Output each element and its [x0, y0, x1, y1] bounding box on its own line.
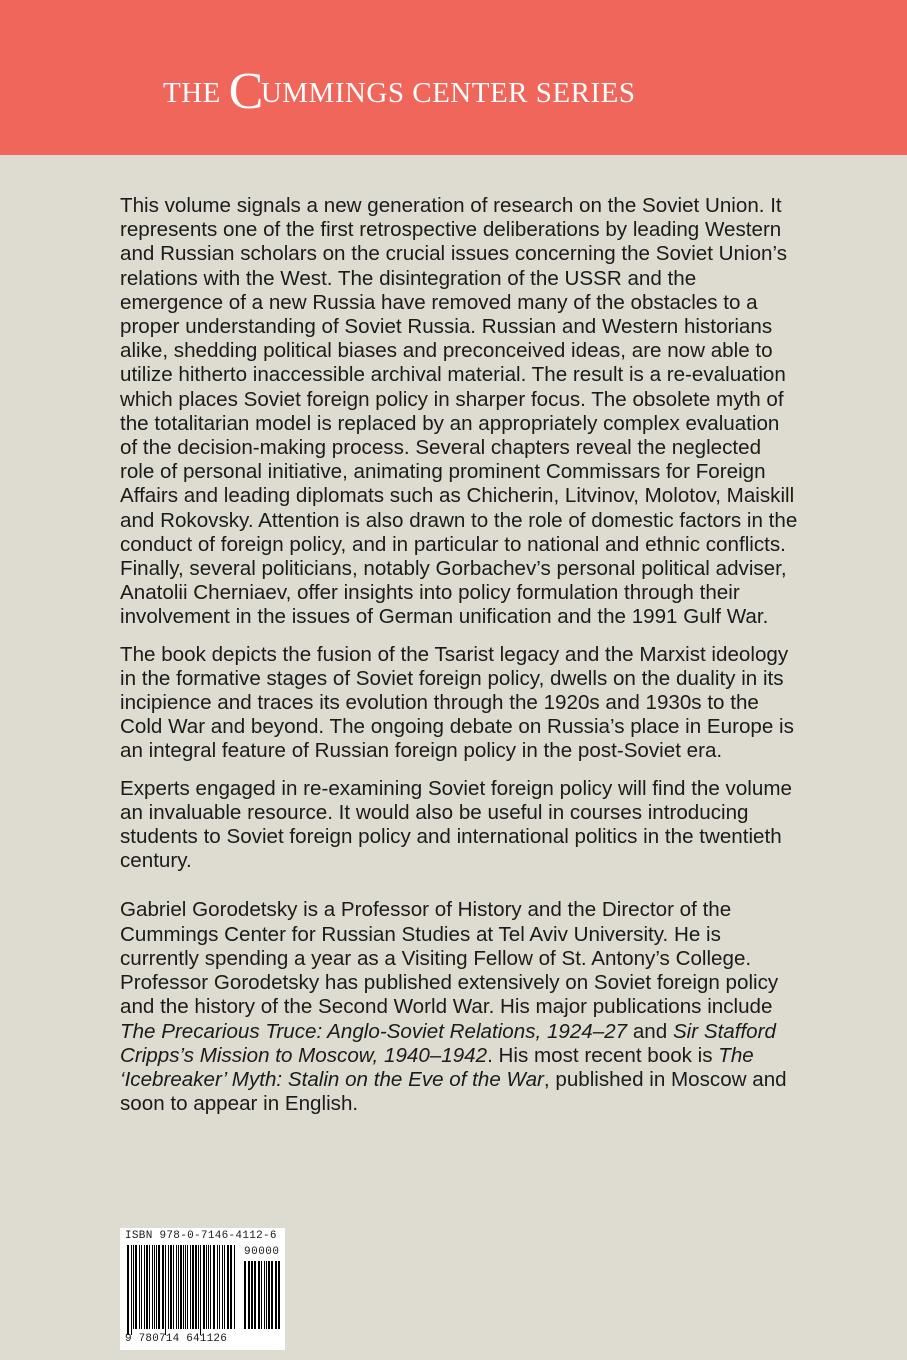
barcode-bar — [185, 1245, 186, 1329]
barcode-bar — [178, 1245, 179, 1329]
book-title-icebreaker-myth: The ‘Icebreaker’ Myth: Stalin on the Eve of the War — [120, 1043, 754, 1091]
barcode-bar — [224, 1245, 225, 1329]
barcode-bar — [206, 1245, 207, 1329]
series-title — [163, 63, 636, 120]
barcode-bar — [173, 1245, 174, 1329]
blurb-paragraph-3: Experts engaged in re-examining Soviet foreign policy will find the volume an invaluable resource. It would also be useful in courses introducing students to Soviet foreign policy and international politics in the twentieth century. — [120, 776, 792, 873]
barcode-bar — [170, 1245, 172, 1329]
blurb-paragraph-2: The book depicts the fusion of the Tsarist legacy and the Marxist ideology in the formative stages of Soviet foreign policy, dwells on the duality in its incipience and traces its evolution through the 1920s and 1930s to the Cold War and beyond. The ongoing debate on Russia’s place in Europe is an integral feature of Russian foreign policy in the post-Soviet era. — [120, 642, 794, 763]
author-bio-text-3: . His most recent book is — [487, 1043, 719, 1067]
barcode-bar — [144, 1245, 145, 1329]
barcode-bar — [248, 1261, 250, 1329]
barcode-bar — [217, 1245, 218, 1329]
barcode-bar — [135, 1245, 137, 1329]
price-code: 90000 — [244, 1246, 280, 1258]
barcode-bar — [141, 1245, 142, 1329]
blurb-paragraph-1: This volume signals a new generation of research on the Soviet Union. It represents one of the first retrospective deliberations by leading Western and Russian scholars on the crucial issues concerning the Soviet Union’s relations with the West. The disintegration of the USSR and the emergence of a new Russia have removed many of the obstacles to a proper understanding of Soviet Russia. Russian and Western historians alike, shedding political biases and preconceived ideas, are now able to utilize hitherto inaccessible archival material. The result is a re-evaluation which places Soviet foreign policy in sharper focus. The obsolete myth of the totalitarian model is replaced by an appropriately complex evaluation of the decision-making process. Several chapters reveal the neglected role of personal initiative, animating prominent Commissars for Foreign Affairs and leading diplomats such as Chicherin, Litvinov, Molotov, Maiskill and Rokovsky. Attention is also drawn to the role of domestic factors in the conduct of foreign policy, and in particular to national and ethnic conflicts. Finally, several politicians, notably Gorbachev’s personal political adviser, Anatolii Cherniaev, offer insights into policy formulation through their involvement in the issues of German unification and the 1991 Gulf War. — [120, 194, 798, 629]
barcode-bar — [152, 1245, 153, 1329]
book-title-precarious-truce: The Precarious Truce: Anglo-Soviet Relations, 1924–27 — [120, 1019, 628, 1043]
barcode-bar — [149, 1245, 150, 1329]
barcode-bar — [187, 1245, 188, 1329]
author-bio-text-2: and — [627, 1019, 673, 1043]
barcode-bar — [258, 1261, 260, 1329]
barcode-bar — [190, 1245, 191, 1329]
barcode-bar — [210, 1245, 211, 1329]
barcode-bar — [198, 1245, 199, 1329]
barcode-bar — [139, 1245, 140, 1329]
ean-digits: 9 780714 641126 — [125, 1333, 228, 1345]
book-title-cripps-mission: Sir Stafford Cripps’s Mission to Moscow, 1940–1942 — [120, 1019, 776, 1067]
back-cover-blurb — [120, 194, 800, 1129]
barcode-bar — [278, 1261, 280, 1329]
barcode-bar — [230, 1245, 232, 1329]
barcode-bar — [192, 1245, 194, 1329]
barcode-bar — [127, 1245, 129, 1335]
barcode-bar — [176, 1245, 177, 1329]
barcode-bar — [222, 1245, 223, 1329]
barcode-bar — [213, 1245, 215, 1329]
barcode-bar — [208, 1245, 209, 1329]
barcode-bar — [266, 1261, 267, 1329]
barcode-bar — [156, 1245, 157, 1329]
author-bio-text-4: , published in Moscow and soon to appear in English. — [120, 1067, 787, 1116]
series-title-rest: UMMINGS CENTER SERIES — [260, 77, 636, 109]
barcode-bar — [146, 1245, 148, 1329]
barcode-bar — [133, 1245, 134, 1329]
barcode-bar — [168, 1245, 169, 1329]
isbn-label: ISBN 978-0-7146-4112-6 — [125, 1230, 277, 1242]
barcode-bar — [195, 1245, 197, 1329]
barcode-bar — [203, 1245, 205, 1329]
barcode-bar — [200, 1245, 201, 1335]
barcode-bar — [254, 1261, 256, 1329]
barcode-bar — [264, 1261, 265, 1329]
barcode-bar — [227, 1245, 229, 1329]
barcode-bar — [162, 1245, 164, 1329]
barcode-bar — [261, 1261, 262, 1329]
barcode-bar — [271, 1261, 273, 1329]
series-title-initial: C — [228, 63, 264, 120]
barcode-bar — [165, 1245, 166, 1335]
barcode-bar — [244, 1261, 246, 1329]
barcode-bar — [268, 1261, 270, 1329]
barcode-bar — [251, 1261, 253, 1329]
series-banner — [0, 0, 907, 155]
barcode-bar — [158, 1245, 160, 1329]
author-bio-text-1: Gabriel Gorodetsky is a Professor of History and the Director of the Cummings Center for Russian Studies at Tel Aviv University. He is currently spending a year as a Visiting Fellow of St. Antony’s College. Professor Gorodetsky has published extensively on Soviet foreign policy and the history of the Second World War. His major publications include — [120, 898, 779, 1019]
barcode-bar — [275, 1261, 277, 1329]
isbn-barcode — [120, 1228, 285, 1350]
barcode-bar — [234, 1245, 235, 1329]
barcode-bar — [131, 1245, 132, 1335]
barcode-bar — [219, 1245, 220, 1329]
author-bio — [120, 898, 800, 1116]
barcode-bar — [180, 1245, 182, 1329]
series-title-prefix: THE — [163, 77, 221, 109]
barcode-bar — [183, 1245, 184, 1329]
barcode-bar — [154, 1245, 155, 1329]
